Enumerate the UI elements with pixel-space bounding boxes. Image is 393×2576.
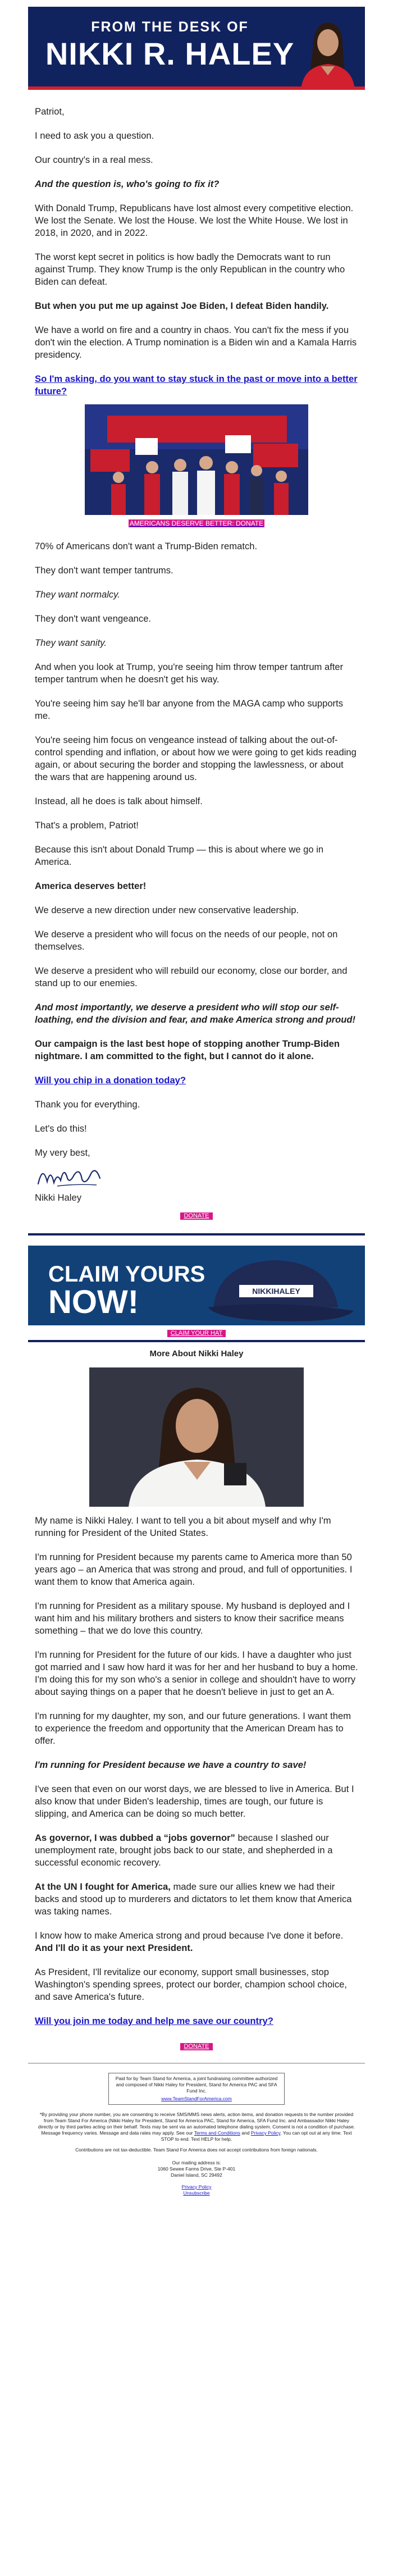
paragraph: They want sanity. [35,637,107,648]
address-line: 1060 Sewee Farms Drive, Ste P-401 [157,2166,236,2172]
privacy-link[interactable]: Privacy Policy [250,2130,281,2136]
paragraph: But when you put me up against Joe Biden, I defeat Biden handily. [35,300,329,311]
paragraph: America deserves better! [35,881,147,891]
donate-button[interactable]: DONATE [180,2043,212,2050]
closing: My very best, [35,1147,90,1158]
paragraph: Because this isn't about Donald Trump — this is about where we go in America. [35,844,324,867]
paragraph: I've seen that even on our worst days, we are blessed to live in America. But I also know that under Biden's leadership, times are tough, our future is slipping, and America can be doing so much better. [35,1784,354,1819]
paragraph: And most importantly, we deserve a president who will stop our self-loathing, end the division and fear, and make America strong and proud! [35,1002,356,1025]
portrait-illustration [296,12,358,90]
terms-link[interactable]: Terms and Conditions [194,2130,240,2136]
signature-name: Nikki Haley [35,1192,81,1203]
email-container [28,0,365,2196]
hat-text: NIKKIHALEY [252,1287,300,1296]
paragraph: My name is Nikki Haley. I want to tell you a bit about myself and why I'm running for President of the United States. [35,1515,331,1538]
text: because I slashed our unemployment rate, brought jobs back to our state, and shepherded in a successful economic recovery. [35,1832,333,1868]
donate-button[interactable]: DONATE [180,1212,212,1220]
header-line1: FROM THE DESK OF [91,19,249,35]
header-line2: NIKKI R. HALEY [45,36,295,71]
paragraph: Thank you for everything. [35,1099,140,1110]
paragraph: I'm running for my daughter, my son, and our future generations. I want them to experience the freedom and opportunity that the American Dream has to offer. [35,1711,351,1746]
sms-disclaimer: *By providing your phone number, you are consenting to receive SMS/MMS news alerts, action items, and donation requests to the number provided from Team Stand For America (Nikki Haley for President, Stand for America PAC, Stand for America, SFA Fund Inc. and Ambassador Nikki Haley directly or by third parties acting on their behalf. Texts may be sent via an automated telephone dialing system. Consent is not a condition of purchase. Message frequency varies. Message and data rates may apply. See our Terms and Conditions and Privacy Policy. You can opt out at any time. Text STOP to end. Text HELP for help. [38,2112,355,2142]
disclaimer-text: *By providing your phone number, you are consenting to receive SMS/MMS news alerts, action items, and donation requests to the number provided from Team Stand For America (Nikki Haley for President, Stand for America PAC, Stand for America, SFA Fund Inc. and Ambassador Nikki Haley directly or by third parties acting on their behalf. Texts may be sent via an automated telephone dialing system. Consent is not a condition of purchase. Message frequency varies. Message and data rates may apply. See our [38,2112,355,2136]
paragraph: And when you look at Trump, you're seeing him throw temper tantrum after temper tantrum when he doesn't get his way. [35,662,344,685]
paragraph: We deserve a new direction under new conservative leadership. [35,905,299,915]
paragraph: You're seeing him focus on vengeance instead of talking about the out-of-control spending and inflation, or about how we were going to get kids reading again, or about securing the border and stopping the lawlessness, or about the wars that are happening around us. [35,735,357,782]
about-body [28,1515,365,2051]
rally-photo-caption-link[interactable] [35,517,358,529]
about-heading: More About Nikki Haley [149,1349,244,1358]
mailing-address [36,2160,357,2178]
paragraph: I need to ask you a question. [35,130,154,141]
paragraph [35,1930,358,1954]
section-divider [28,1340,365,1342]
nikki-haley-photo [89,1367,304,1507]
campaign-website-link[interactable]: www.TeamStandForAmerica.com [161,2096,232,2101]
paragraph: Our campaign is the last best hope of stopping another Trump-Biden nightmare. I am committed to the fight, but I cannot do it alone. [35,1038,340,1061]
donate-link-chip-in[interactable]: Will you chip in a donation today? [35,1075,186,1086]
mailing-label: Our mailing address is: [172,2160,221,2165]
donate-link-save-country[interactable]: Will you join me today and help me save our country? [35,2016,273,2026]
paragraph: As President, I'll revitalize our economy, support small businesses, stop Washington's spending sprees, protect our border, champion school choice, and save America's future. [35,1967,347,2002]
paragraph: They don't want temper tantrums. [35,565,173,576]
address-line: Daniel Island, SC 29492 [171,2172,222,2178]
paragraph: We deserve a president who will focus on the needs of our people, not on themselves. [35,929,338,952]
paragraph: With Donald Trump, Republicans have lost almost every competitive election. We lost the Senate. We lost the House. We lost the White House. We lost in 2018, in 2020, and in 2022. [35,203,354,238]
donate-link-stuck-in-past[interactable]: So I'm asking, do you want to stay stuck in the past or move into a better future? [35,373,358,396]
paragraph: The worst kept secret in politics is how badly the Democrats want to run against Trump. They know Trump is the only Republican in the country who Biden can defeat. [35,252,345,287]
paragraph: You're seeing him say he'll bar anyone from the MAGA camp who supports me. [35,698,343,721]
paragraph [35,1881,358,1918]
paragraph: We have a world on fire and a country in chaos. You can't fix the mess if you don't win the election. A Trump nomination is a Biden win and a Kamala Harris presidency. [35,325,357,360]
paragraph: I'm running for President for the future of our kids. I have a daughter who just got married and I saw how hard it was for her and her husband to buy a home. I'm doing this for my son who's a senior in college and shouldn't have to worry about saying things on a paper that he doesn't believe in just to get an A. [35,1649,358,1697]
text: made sure our allies knew we had their backs and stood up to murderers and dictators to let them know that America was taking names. [35,1881,352,1917]
paragraph: They want normalcy. [35,589,120,600]
paragraph: We deserve a president who will rebuild our economy, close our border, and stand up to our enemies. [35,965,348,988]
bold-text: As governor, I was dubbed a “jobs governor” [35,1832,235,1843]
claim-hat-banner[interactable] [28,1246,365,1325]
paragraph: That's a problem, Patriot! [35,820,139,831]
header-red-bar [28,86,365,90]
paragraph: I'm running for President because we have a country to save! [35,1759,307,1770]
signature-image [35,1161,105,1191]
disclaimer-text: . You can opt out at any time. Text STOP to end. Text HELP for help. [161,2130,352,2142]
paragraph: And the question is, who's going to fix it? [35,179,220,189]
paragraph: They don't want vengeance. [35,613,152,624]
header-portrait [296,12,358,90]
paragraph: I'm running for President as a military spouse. My husband is deployed and I want him and his military brothers and sisters to know their sacrifice means something – that we do love this country. [35,1601,350,1636]
caption-text: AMERICANS DESERVE BETTER: DONATE [129,519,264,527]
section-divider [28,1233,365,1235]
letter-body [28,106,365,1221]
claim-line1: CLAIM YOURS [48,1262,205,1287]
paid-for-box [108,2073,285,2105]
footer-links [28,2184,365,2196]
greeting: Patriot, [35,106,65,117]
bold-text: At the UN I fought for America, [35,1881,171,1892]
paragraph: Our country's in a real mess. [35,154,153,165]
unsubscribe-link[interactable]: Unsubscribe [183,2190,210,2196]
privacy-policy-link[interactable]: Privacy Policy [181,2184,212,2190]
rally-photo[interactable] [85,404,308,515]
paragraph: Let's do this! [35,1123,87,1134]
paragraph: Instead, all he does is talk about himself. [35,796,203,806]
contributions-note: Contributions are not tax-deductible. Team Stand For America does not accept contributions from foreign nationals. [75,2147,318,2153]
claim-line2: NOW! [48,1284,139,1320]
paid-for-text: Paid for by Team Stand for America, a joint fundraising committee authorized and composed of Nikki Haley for President, Stand for America PAC and SFA Fund Inc. [115,2076,278,2094]
paragraph [35,1832,358,1869]
bold-text: And I'll do it as your next President. [35,1943,193,1953]
paragraph: 70% of Americans don't want a Trump-Biden rematch. [35,541,258,551]
claim-hat-button[interactable]: CLAIM YOUR HAT [167,1330,226,1337]
text: I know how to make America strong and proud because I've done it before. [35,1930,344,1941]
header-banner [28,7,365,90]
paragraph: I'm running for President because my parents came to America more than 50 years ago – an America that was strong and proud, and full of opportunities. I want them to know that America again. [35,1552,353,1587]
footer-divider [28,2063,365,2064]
